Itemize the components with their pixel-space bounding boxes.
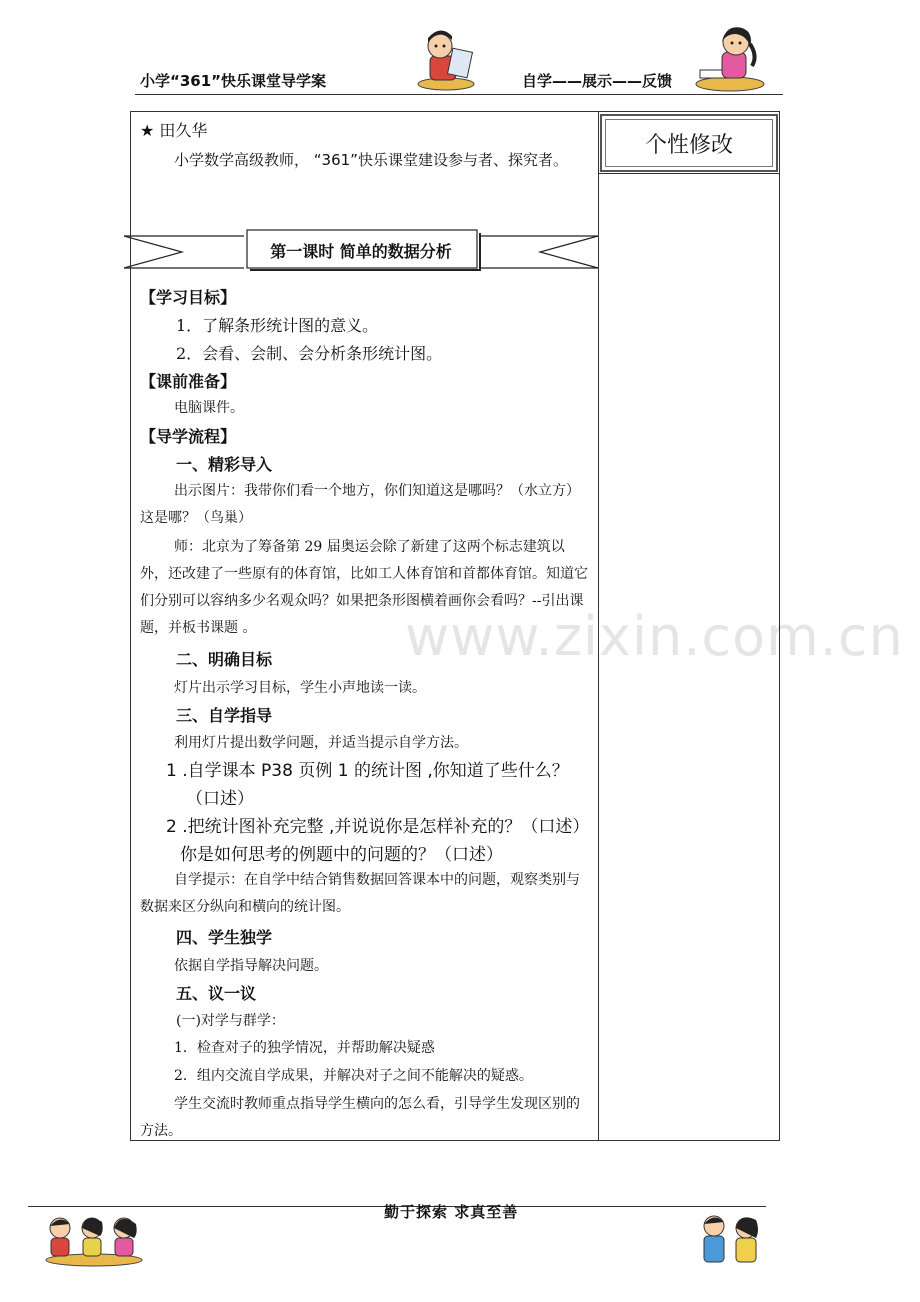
- objective-item: 2．会看、会制、会分析条形统计图。: [176, 344, 443, 363]
- guidance-hint: 自学提示：在自学中结合销售数据回答课本中的问题，观察类别与数据来区分纵向和横向的统计图。: [140, 872, 580, 915]
- header-rule: [135, 94, 783, 95]
- intro-paragraph-2: 师：北京为了筹备第 29 届奥运会除了新建了这两个标志建筑以外，还改建了一些原有的体育馆，比如工人体育馆和首都体育馆。知道它们分别可以容纳多少名观众吗？如果把条形图横着画你会看吗？--引出课题，并板书课题 。: [140, 539, 588, 636]
- independent-paragraph: 依据自学指导解决问题。: [174, 958, 328, 974]
- header-right-title: 自学——展示——反馈: [522, 72, 673, 90]
- lesson-title: 第一课时 简单的数据分析: [270, 241, 452, 261]
- preparation-text: 电脑课件。: [174, 400, 244, 416]
- section-title-goals: 二、明确目标: [176, 650, 273, 669]
- reading-boy-illustration: [412, 26, 482, 92]
- revision-column-label: 个性修改: [644, 132, 733, 158]
- goals-paragraph: 灯片出示学习目标，学生小声地读一读。: [174, 680, 426, 696]
- author-bio: 小学数学高级教师， “361”快乐课堂建设参与者、探究者。: [174, 151, 568, 169]
- discussion-item: 2．组内交流自学成果，并解决对子之间不能解决的疑惑。: [174, 1068, 533, 1084]
- revision-column-rule: [599, 173, 779, 174]
- kids-pair-illustration: [696, 1212, 768, 1268]
- watermark: www.zixin.com.cn: [405, 605, 904, 668]
- guidance-question-2: 2 .把统计图补充完整 ,并说说你是怎样补充的？（口述）你是如何思考的例题中的问题的？（口述）: [166, 817, 590, 865]
- reading-girl-illustration: [692, 22, 768, 94]
- discussion-subtitle: (一)对学与群学：: [176, 1013, 285, 1029]
- section-title-guidance: 三、自学指导: [176, 706, 273, 725]
- section-title-intro: 一、精彩导入: [176, 455, 273, 474]
- objective-item: 1．了解条形统计图的意义。: [176, 316, 379, 335]
- kids-group-illustration: [42, 1212, 146, 1268]
- process-heading: 【导学流程】: [140, 427, 237, 446]
- guidance-paragraph: 利用灯片提出数学问题，并适当提示自学方法。: [174, 735, 468, 751]
- section-title-independent: 四、学生独学: [176, 928, 273, 947]
- discussion-paragraph: 学生交流时教师重点指导学生横向的怎么看，引导学生发现区别的方法。: [140, 1096, 580, 1139]
- intro-paragraph-1: 出示图片：我带你们看一个地方，你们知道这是哪吗？（水立方）这是哪？（鸟巢）: [140, 483, 580, 526]
- revision-column-title: [600, 114, 778, 172]
- guidance-question-1: 1 .自学课本 P38 页例 1 的统计图 ,你知道了些什么？（口述）: [166, 761, 569, 809]
- footer-motto: 勤于探索 求真至善: [384, 1203, 519, 1221]
- objectives-heading: 【学习目标】: [140, 288, 237, 307]
- header-left-title: 小学“361”快乐课堂导学案: [140, 72, 327, 90]
- discussion-item: 1．检查对子的独学情况，并帮助解决疑惑: [174, 1040, 435, 1056]
- section-title-discussion: 五、议一议: [176, 984, 257, 1003]
- author-name: ★ 田久华: [140, 121, 208, 140]
- preparation-heading: 【课前准备】: [140, 372, 237, 391]
